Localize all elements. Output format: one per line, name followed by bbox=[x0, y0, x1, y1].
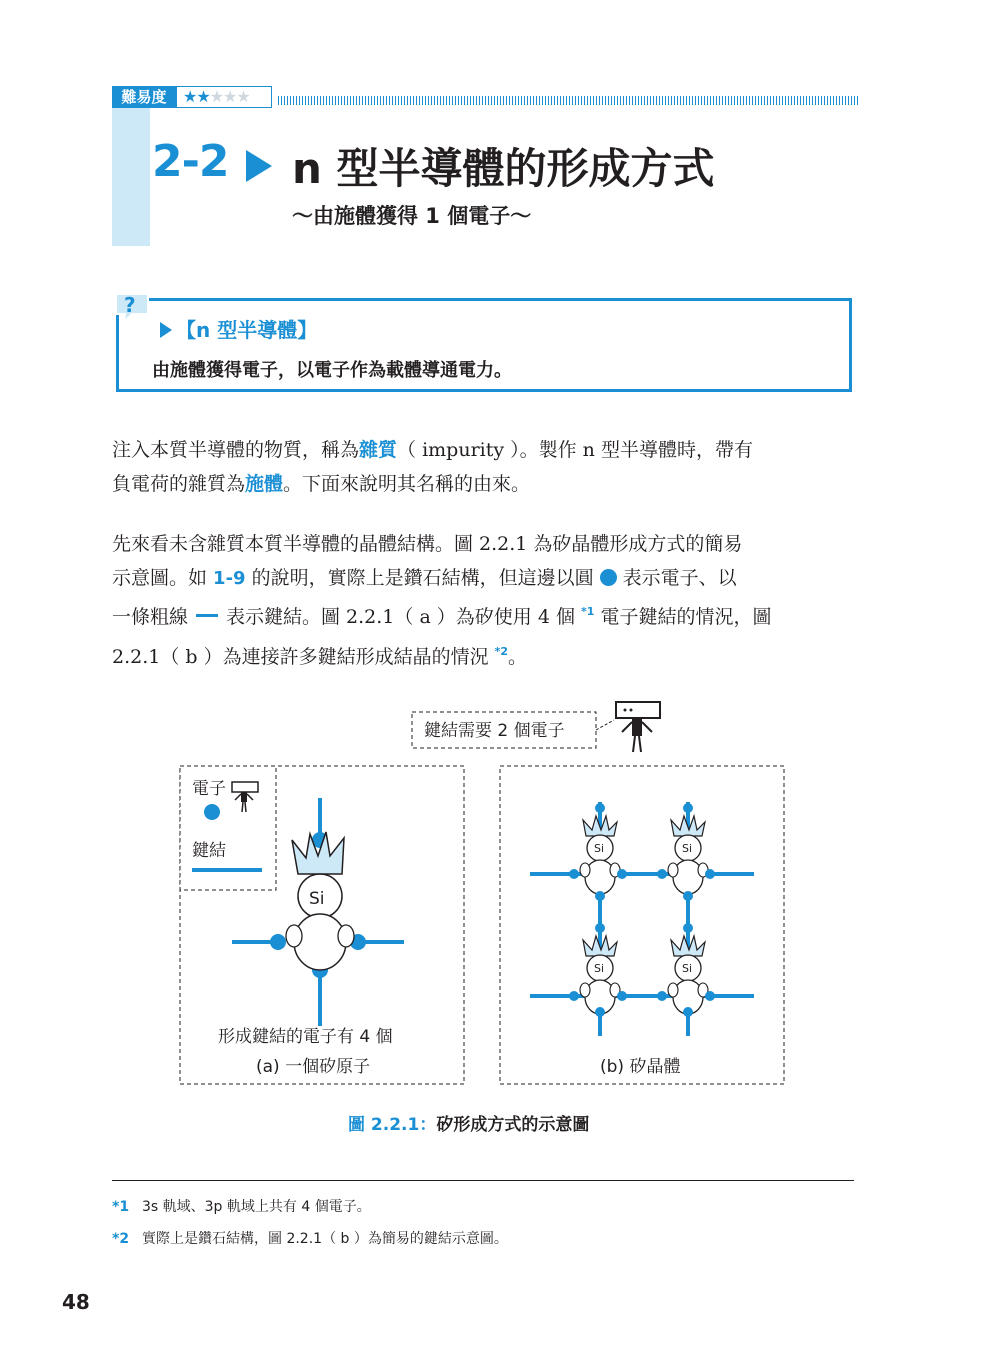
paragraph-2-line-4 bbox=[112, 635, 854, 675]
callout-text: 鍵結需要 2 個電子 bbox=[424, 721, 565, 741]
definition-text: 由施體獲得電子，以電子作為載體導通電力。 bbox=[152, 360, 512, 381]
play-triangle-icon bbox=[246, 150, 272, 182]
legend-electron-label: 電子 bbox=[192, 779, 226, 799]
section-number: 2-2 bbox=[152, 136, 229, 187]
electron-character-icon bbox=[616, 702, 660, 752]
footnote-ref-1[interactable]: *1 bbox=[581, 605, 595, 618]
paragraph-2-line-1: 先來看未含雜質本質半導體的晶體結構。圖 2.2.1 為矽晶體形成方式的簡易 bbox=[112, 533, 743, 555]
legend-bond-label: 鍵結 bbox=[192, 841, 226, 861]
panel-b-label: (b) 矽晶體 bbox=[600, 1057, 681, 1077]
caption-text: 矽形成方式的示意圖 bbox=[436, 1115, 590, 1135]
definition-arrow-icon bbox=[160, 322, 172, 338]
silicon-crystal-figure bbox=[170, 690, 800, 1095]
lattice-atom-4 bbox=[668, 936, 708, 1014]
footnote-mark: *2 bbox=[112, 1231, 130, 1247]
figure-caption bbox=[348, 1110, 589, 1135]
caption-number: 圖 2.2.1： bbox=[348, 1115, 437, 1135]
section-title: n 型半導體的形成方式 bbox=[292, 144, 715, 193]
text-run: 2.2.1（ b ）為連接許多鍵結形成結晶的情況 bbox=[112, 645, 495, 668]
atom-label: Si bbox=[594, 962, 605, 975]
text-run: 負電荷的雜質為 bbox=[112, 472, 246, 495]
star-empty-icon: ★★★ bbox=[209, 87, 250, 106]
footnote-text: 3s 軌域、3p 軌域上共有 4 個電子。 bbox=[142, 1199, 371, 1215]
star-filled-icon: ★★ bbox=[183, 87, 210, 106]
heading-accent-bar bbox=[112, 108, 150, 246]
svg-text:?: ? bbox=[124, 293, 136, 317]
text-run: （ impurity ）。製作 n 型半導體時，帶有 bbox=[397, 439, 753, 461]
highlight-impurity: 雜質 bbox=[359, 439, 398, 461]
text-run: 。 bbox=[508, 645, 528, 668]
footnote-2 bbox=[112, 1228, 508, 1248]
difficulty-rule bbox=[278, 96, 858, 105]
atom-label: Si bbox=[682, 962, 693, 975]
atom-label: Si bbox=[682, 842, 693, 855]
highlight-donor: 施體 bbox=[245, 472, 284, 495]
silicon-crystal-lattice bbox=[530, 802, 754, 1036]
text-run: 表示鍵結。圖 2.2.1（ a ）為矽使用 4 個 bbox=[226, 606, 582, 628]
text-run: 電子鍵結的情況，圖 bbox=[594, 606, 772, 628]
paragraph-1-line-1 bbox=[112, 434, 854, 468]
text-run: 示意圖。如 bbox=[112, 566, 214, 589]
panel-a-note: 形成鍵結的電子有 4 個 bbox=[218, 1027, 393, 1047]
text-run: 。下面來說明其名稱的由來。 bbox=[283, 472, 531, 495]
paragraph-2 bbox=[112, 528, 854, 674]
paragraph-2-line-2 bbox=[112, 562, 854, 596]
lattice-atom-1 bbox=[580, 816, 620, 894]
paragraph-1-line-2 bbox=[112, 468, 854, 502]
atom-label: Si bbox=[594, 842, 605, 855]
lattice-atom-2 bbox=[668, 816, 708, 894]
panel-b-frame bbox=[500, 766, 784, 1084]
footnote-1 bbox=[112, 1196, 371, 1216]
text-run: 一條粗線 bbox=[112, 606, 189, 628]
definition-term: 【n 型半導體】 bbox=[176, 318, 318, 342]
paragraph-2-line-3 bbox=[112, 595, 854, 635]
lattice-atom-3 bbox=[580, 936, 620, 1014]
atom-label: Si bbox=[309, 889, 325, 909]
bond-line-icon bbox=[196, 614, 218, 617]
footnote-rule bbox=[112, 1180, 854, 1181]
panel-a-label: (a) 一個矽原子 bbox=[256, 1057, 371, 1077]
text-run: 注入本質半導體的物質，稱為 bbox=[112, 439, 360, 461]
section-reference-link[interactable]: 1-9 bbox=[213, 567, 246, 589]
text-run: 的說明，實際上是鑽石結構，但這邊以圓 bbox=[245, 566, 594, 589]
legend-electron-dot bbox=[204, 804, 220, 820]
footnote-text: 實際上是鑽石結構，圖 2.2.1（ b ）為簡易的鍵結示意圖。 bbox=[142, 1231, 508, 1247]
paragraph-1 bbox=[112, 434, 854, 501]
difficulty-stars bbox=[176, 86, 272, 108]
difficulty-label: 難易度 bbox=[112, 86, 176, 108]
question-bubble-icon bbox=[112, 290, 152, 326]
electron-dot-icon bbox=[600, 569, 617, 586]
section-subtitle: ～由施體獲得 1 個電子～ bbox=[292, 204, 532, 228]
page-number: 48 bbox=[62, 1290, 90, 1314]
footnote-mark: *1 bbox=[112, 1199, 130, 1215]
text-run: 表示電子、以 bbox=[622, 566, 737, 589]
footnote-ref-2[interactable]: *2 bbox=[494, 644, 509, 658]
